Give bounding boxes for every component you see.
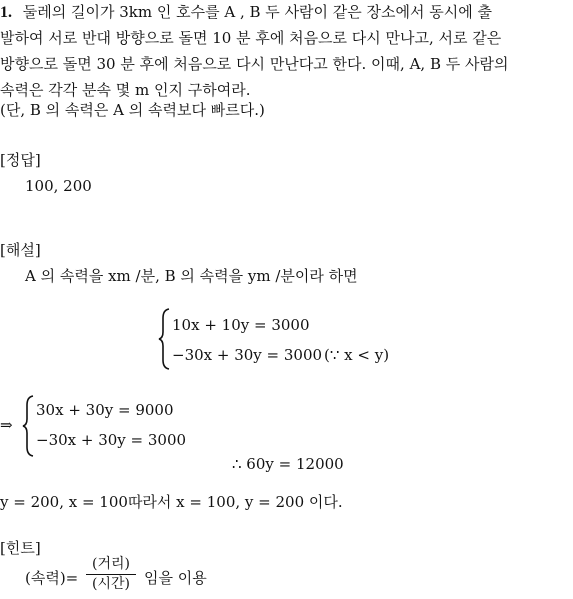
problem-line-2: 발하여 서로 반대 방향으로 돌면 10 분 후에 처음으로 다시 만나고, 서로 같은 bbox=[0, 29, 502, 47]
system1-eq2: −30x + 30y = 3000 bbox=[172, 346, 323, 364]
problem-line-3: 방향으로 돌면 30 분 후에 처음으로 다시 만난다고 한다. 이때, A, B 두 사람의 bbox=[0, 55, 509, 73]
system1-eq1: 10x + 10y = 3000 bbox=[172, 316, 310, 334]
system2-brace bbox=[22, 395, 34, 457]
answer-heading: [정답] bbox=[0, 151, 41, 169]
implies-arrow: ⇒ bbox=[0, 416, 13, 434]
problem-line-5: (단, B 의 속력은 A 의 속력보다 빠르다.) bbox=[0, 101, 265, 119]
hint-suffix: 임을 이용 bbox=[144, 569, 207, 587]
hint-heading: [힌트] bbox=[0, 539, 41, 557]
hint-numerator: (거리) bbox=[92, 556, 130, 572]
system1-condition: (∵ x < y) bbox=[324, 346, 390, 364]
system2-eq1: 30x + 30y = 9000 bbox=[36, 401, 174, 419]
problem-line-4: 속력은 각각 분속 몇 m 인지 구하여라. bbox=[0, 81, 251, 99]
problem-text-1: 둘레의 길이가 3km 인 호수를 A , B 두 사람이 같은 장소에서 동시에 출 bbox=[22, 3, 493, 21]
fraction-bar bbox=[86, 574, 136, 575]
system1-brace bbox=[158, 308, 170, 370]
therefore-line: ∴ 60y = 12000 bbox=[232, 455, 344, 473]
solution-intro: A 의 속력을 xm /분, B 의 속력을 ym /분이라 하면 bbox=[25, 267, 358, 285]
solution-conclusion: y = 200, x = 100따라서 x = 100, y = 200 이다. bbox=[0, 493, 343, 511]
hint-fraction bbox=[86, 556, 136, 593]
problem-number: 1. bbox=[0, 4, 12, 21]
system2-eq2: −30x + 30y = 3000 bbox=[36, 431, 187, 449]
problem-line-1 bbox=[0, 2, 492, 23]
solution-heading: [해설] bbox=[0, 241, 41, 259]
hint-denominator: (시간) bbox=[92, 576, 130, 592]
answer-value: 100, 200 bbox=[25, 177, 92, 195]
hint-lhs: (속력)= bbox=[25, 569, 79, 587]
